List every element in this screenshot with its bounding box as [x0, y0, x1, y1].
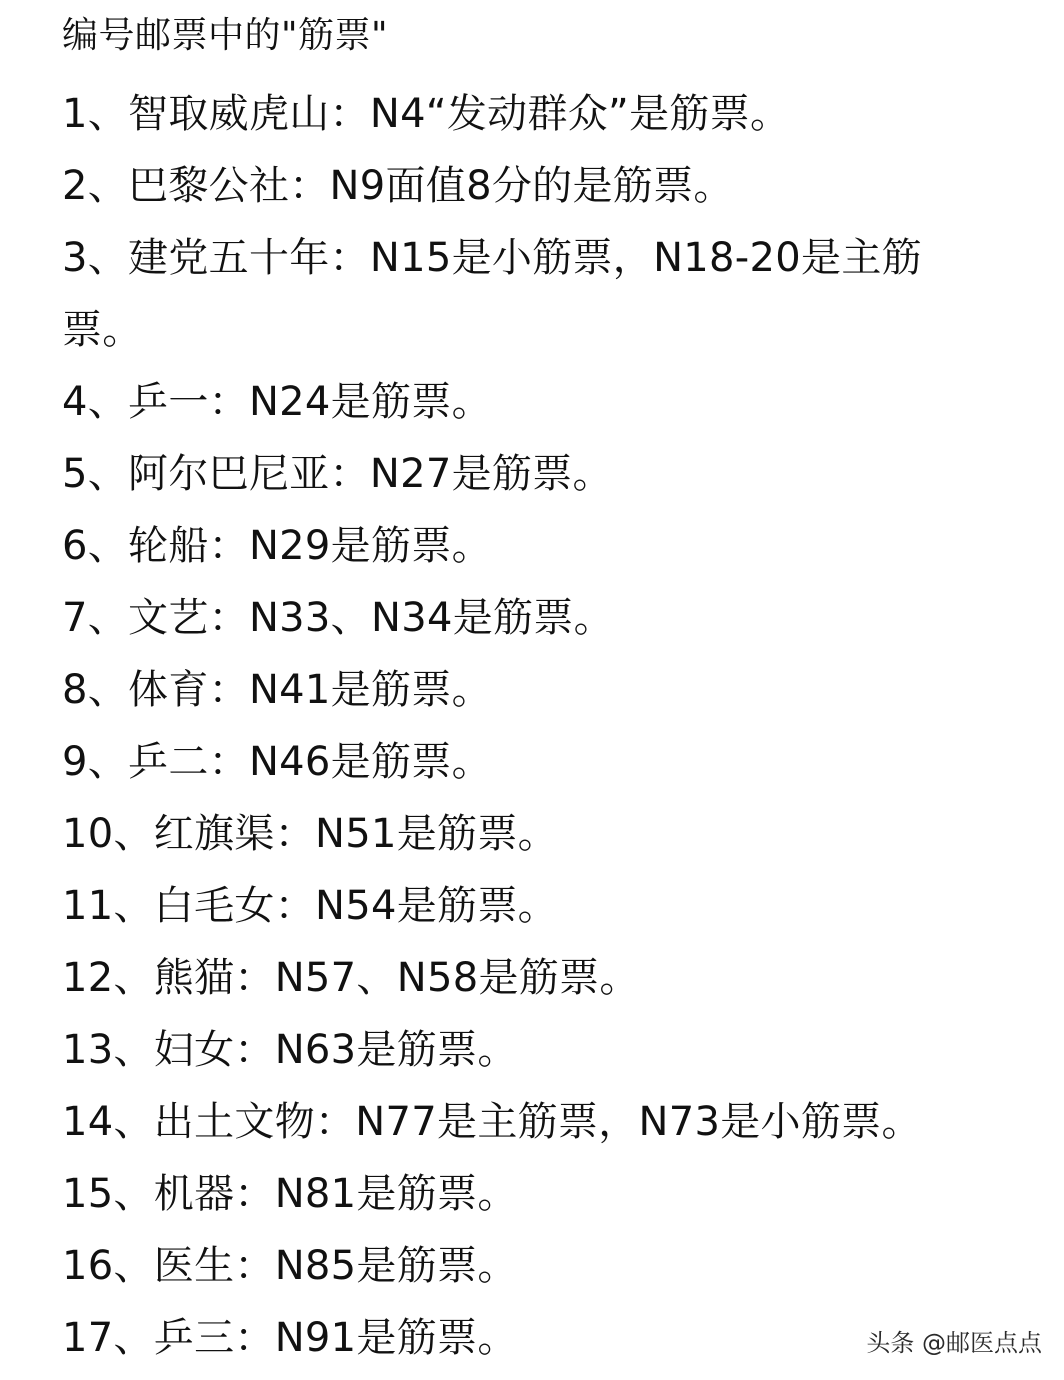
list-item: 7、文艺：N33、N34是筋票。 — [62, 595, 614, 641]
list-item: 15、机器：N81是筋票。 — [62, 1171, 518, 1217]
list-item: 8、体育：N41是筋票。 — [62, 667, 492, 713]
list-item: 3、建党五十年：N15是小筋票，N18-20是主筋票。 — [62, 235, 922, 353]
document-body — [62, 6, 1022, 1374]
document-title: 编号邮票中的"筋票" — [62, 15, 389, 56]
watermark: 头条 @邮医点点 — [866, 1329, 1042, 1357]
list-item: 13、妇女：N63是筋票。 — [62, 1027, 518, 1073]
list-item: 10、红旗渠：N51是筋票。 — [62, 811, 558, 857]
list-item: 6、轮船：N29是筋票。 — [62, 523, 492, 569]
list-item: 11、白毛女：N54是筋票。 — [62, 883, 558, 929]
list-item: 16、医生：N85是筋票。 — [62, 1243, 518, 1289]
stamp-list — [62, 78, 1022, 1374]
list-item: 2、巴黎公社：N9面值8分的是筋票。 — [62, 163, 734, 209]
list-item: 1、智取威虎山：N4“发动群众”是筋票。 — [62, 91, 791, 137]
list-item: 5、阿尔巴尼亚：N27是筋票。 — [62, 451, 613, 497]
list-item: 12、熊猫：N57、N58是筋票。 — [62, 955, 640, 1001]
list-item: 17、乒三：N91是筋票。 — [62, 1315, 518, 1361]
list-item: 9、乒二：N46是筋票。 — [62, 739, 492, 785]
list-item: 4、乒一：N24是筋票。 — [62, 379, 492, 425]
list-item: 14、出土文物：N77是主筋票，N73是小筋票。 — [62, 1099, 922, 1145]
